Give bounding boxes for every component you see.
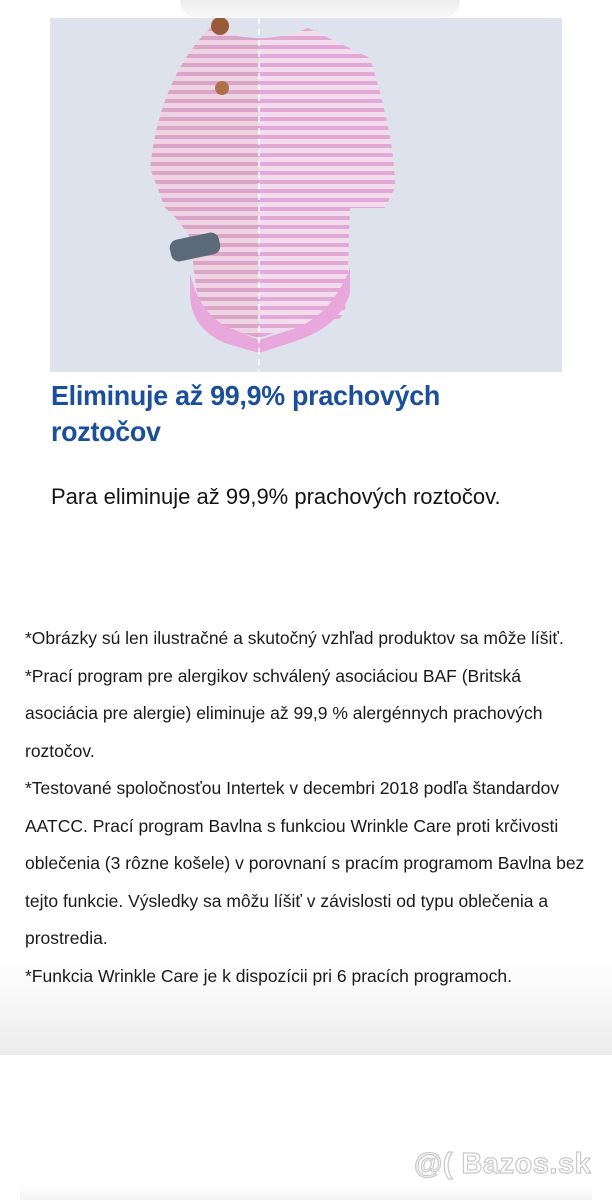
top-shadow <box>180 0 460 18</box>
footnote: *Obrázky sú len ilustračné a skutočný vzhľad produktov sa môže líšiť. <box>25 628 564 648</box>
bottom-shadow <box>20 1185 592 1200</box>
bazos-watermark: @( Bazos.sk <box>414 1148 592 1180</box>
hero-image <box>50 18 562 372</box>
bodysuit-illustration <box>50 18 562 372</box>
footnotes-list <box>25 620 595 995</box>
feature-heading: Eliminuje až 99,9% prachových roztočov <box>51 380 441 447</box>
footnote: *Testované spoločnosťou Intertek v decembri 2018 podľa štandardov AATCC. Prací program Bavlna s funkciou Wrinkle Care proti krčivosti oblečenia (3 rôzne košele) v porovnaní s pracím programom Bavlna bez tejto funkcie. Výsledky sa môžu líšiť v závislosti od typu oblečenia a prostredia. <box>25 778 585 948</box>
footnote: *Prací program pre alergikov schválený asociáciou BAF (Britská asociácia pre alergie) eliminuje až 99,9 % alergénnych prachových roztočov. <box>25 665 543 761</box>
footnote: *Funkcia Wrinkle Care je k dispozícii pri 6 pracích programoch. <box>25 965 512 986</box>
feature-description: Para eliminuje až 99,9% prachových roztočov. <box>51 484 501 509</box>
